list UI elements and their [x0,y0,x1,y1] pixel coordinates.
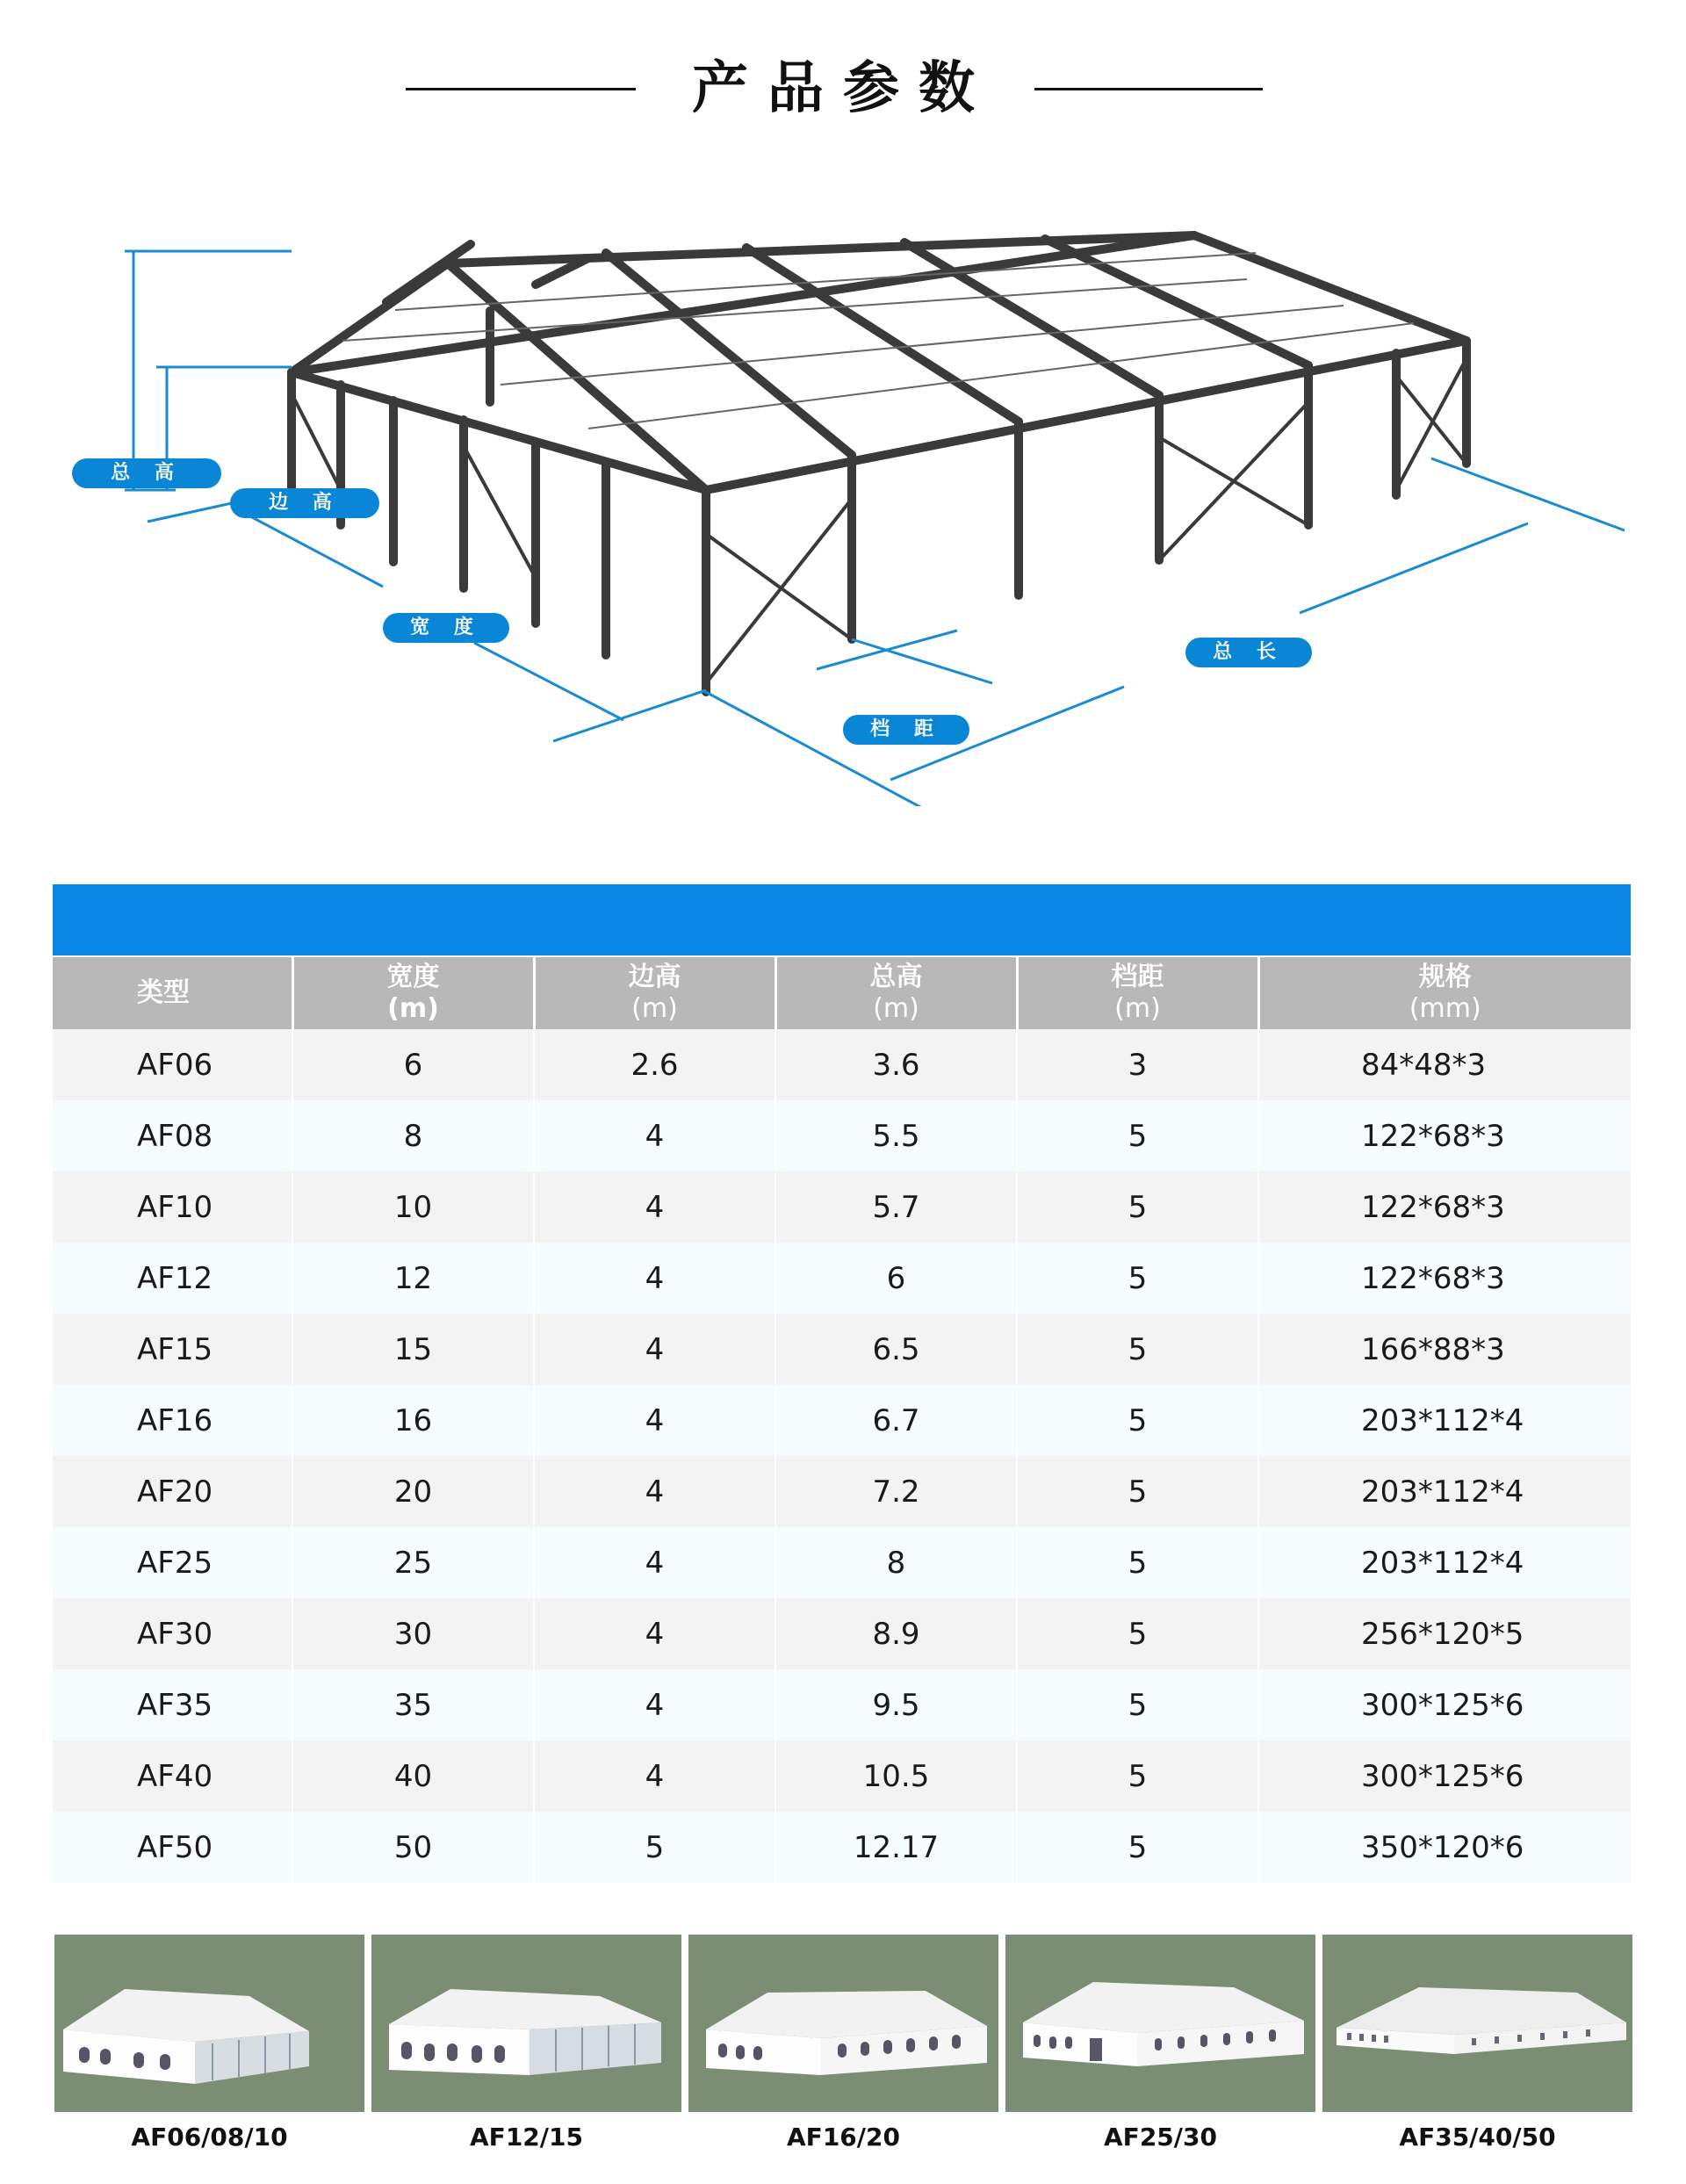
cell-type: AF35 [53,1669,292,1741]
cell-bay-span: 5 [1017,1527,1258,1598]
cell-width: 6 [292,1029,534,1100]
gallery-caption: AF16/20 [787,2123,900,2152]
cell-width: 30 [292,1598,534,1669]
header-width-label: 宽度 [386,962,440,992]
table-row [53,1385,1631,1456]
header-total-height-unit: (m) [873,993,919,1024]
product-gallery [54,1935,1632,2163]
gallery-item [371,1935,681,2152]
gallery-item [1322,1935,1632,2152]
table-row [53,1171,1631,1243]
table-row [53,1456,1631,1527]
header-bay-span-unit: (m) [1114,993,1161,1024]
spec-table-body [53,1029,1631,1883]
gallery-item [54,1935,364,2152]
header-side-height-label: 边高 [628,962,681,992]
header-specification [1258,956,1631,1029]
cell-total-height: 8.9 [775,1598,1017,1669]
gallery-caption: AF35/40/50 [1399,2123,1556,2152]
cell-bay-span: 5 [1017,1741,1258,1812]
cell-specification: 350*120*6 [1258,1812,1631,1883]
width-label: 宽 度 [383,613,509,643]
title-divider-right [1034,88,1263,90]
tent-photo [54,1935,364,2112]
cell-total-height: 12.17 [775,1812,1017,1883]
tent-photo [1005,1935,1315,2112]
table-row [53,1029,1631,1100]
cell-type: AF30 [53,1598,292,1669]
header-side-height-unit: (m) [631,993,678,1024]
gallery-caption: AF06/08/10 [131,2123,288,2152]
cell-total-height: 6.5 [775,1314,1017,1385]
header-bay-span [1017,956,1258,1029]
cell-width: 15 [292,1314,534,1385]
cell-width: 50 [292,1812,534,1883]
spec-table [53,955,1631,1883]
table-row [53,1243,1631,1314]
header-side-height [534,956,775,1029]
gallery-item [1005,1935,1315,2152]
gallery-item [688,1935,998,2152]
tent-photo [1322,1935,1632,2112]
cell-bay-span: 3 [1017,1029,1258,1100]
cell-bay-span: 5 [1017,1669,1258,1741]
cell-side-height: 4 [534,1243,775,1314]
gallery-caption: AF12/15 [470,2123,583,2152]
cell-bay-span: 5 [1017,1598,1258,1669]
cell-specification: 256*120*5 [1258,1598,1631,1669]
header-specification-unit: (mm) [1409,993,1481,1024]
cell-specification: 203*112*4 [1258,1527,1631,1598]
header-total-height-label: 总高 [869,962,923,992]
cell-type: AF50 [53,1812,292,1883]
cell-bay-span: 5 [1017,1385,1258,1456]
cell-side-height: 4 [534,1100,775,1171]
cell-specification: 166*88*3 [1258,1314,1631,1385]
table-header-row [53,956,1631,1029]
cell-specification: 300*125*6 [1258,1741,1631,1812]
table-row [53,1314,1631,1385]
header-total-height [775,956,1017,1029]
cell-side-height: 4 [534,1314,775,1385]
title-divider-left [406,88,636,90]
side-height-label: 边 高 [230,488,379,518]
cell-type: AF15 [53,1314,292,1385]
total-length-label: 总 长 [1185,638,1312,667]
cell-specification: 122*68*3 [1258,1243,1631,1314]
cell-type: AF10 [53,1171,292,1243]
bay-span-label: 档 距 [843,715,969,745]
cell-specification: 122*68*3 [1258,1171,1631,1243]
cell-bay-span: 5 [1017,1171,1258,1243]
total-height-label: 总 高 [72,458,221,488]
cell-total-height: 6 [775,1243,1017,1314]
cell-type: AF20 [53,1456,292,1527]
table-row [53,1598,1631,1669]
cell-total-height: 7.2 [775,1456,1017,1527]
cell-width: 8 [292,1100,534,1171]
page-title: 产品参数 [692,56,994,121]
cell-width: 10 [292,1171,534,1243]
cell-bay-span: 5 [1017,1100,1258,1171]
cell-width: 25 [292,1527,534,1598]
cell-specification: 84*48*3 [1258,1029,1631,1100]
cell-type: AF12 [53,1243,292,1314]
cell-side-height: 4 [534,1598,775,1669]
tent-photo [688,1935,998,2112]
gallery-caption: AF25/30 [1104,2123,1217,2152]
cell-type: AF08 [53,1100,292,1171]
cell-side-height: 4 [534,1669,775,1741]
cell-side-height: 2.6 [534,1029,775,1100]
cell-side-height: 4 [534,1456,775,1527]
cell-total-height: 3.6 [775,1029,1017,1100]
cell-width: 16 [292,1385,534,1456]
cell-width: 35 [292,1669,534,1741]
cell-bay-span: 5 [1017,1243,1258,1314]
table-row [53,1812,1631,1883]
cell-width: 12 [292,1243,534,1314]
title-row [0,51,1686,126]
header-width [292,956,534,1029]
spec-table-section [53,884,1631,1883]
cell-bay-span: 5 [1017,1314,1258,1385]
tent-frame-diagram [61,227,1625,806]
cell-type: AF16 [53,1385,292,1456]
table-row [53,1741,1631,1812]
cell-type: AF25 [53,1527,292,1598]
cell-width: 40 [292,1741,534,1812]
cell-bay-span: 5 [1017,1456,1258,1527]
header-width-unit: (m) [387,993,439,1024]
cell-side-height: 5 [534,1812,775,1883]
cell-total-height: 9.5 [775,1669,1017,1741]
cell-type: AF40 [53,1741,292,1812]
cell-specification: 203*112*4 [1258,1456,1631,1527]
table-row [53,1527,1631,1598]
cell-side-height: 4 [534,1385,775,1456]
header-type [53,956,292,1029]
cell-bay-span: 5 [1017,1812,1258,1883]
cell-side-height: 4 [534,1171,775,1243]
cell-total-height: 6.7 [775,1385,1017,1456]
cell-specification: 122*68*3 [1258,1100,1631,1171]
header-type-label: 类型 [137,977,190,1008]
table-row [53,1669,1631,1741]
cell-specification: 300*125*6 [1258,1669,1631,1741]
cell-total-height: 5.7 [775,1171,1017,1243]
cell-side-height: 4 [534,1741,775,1812]
table-row [53,1100,1631,1171]
header-specification-label: 规格 [1418,962,1472,992]
cell-total-height: 10.5 [775,1741,1017,1812]
cell-type: AF06 [53,1029,292,1100]
tent-photo [371,1935,681,2112]
table-banner [53,884,1631,955]
cell-total-height: 8 [775,1527,1017,1598]
cell-specification: 203*112*4 [1258,1385,1631,1456]
cell-width: 20 [292,1456,534,1527]
header-bay-span-label: 档距 [1111,962,1164,992]
cell-side-height: 4 [534,1527,775,1598]
cell-total-height: 5.5 [775,1100,1017,1171]
